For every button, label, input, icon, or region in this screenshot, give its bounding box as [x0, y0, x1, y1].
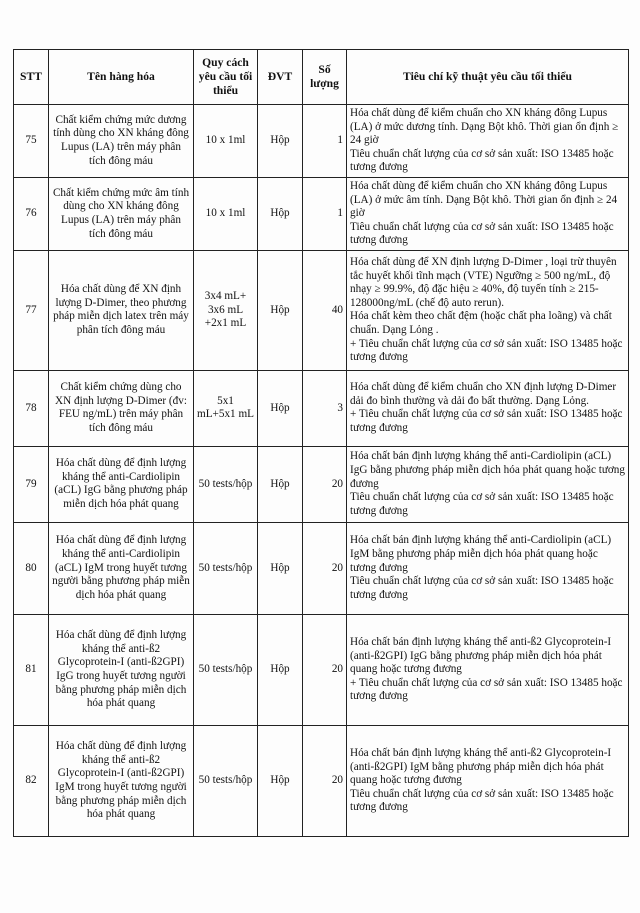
spec-line: Hóa chất dùng để kiểm chuẩn cho XN kháng đông Lupus (LA) ở mức âm tính. Dạng Bột khô. Thời gian ổn định ≥ 24 giờ — [350, 179, 618, 220]
row-technical-spec — [347, 446, 629, 522]
row-technical-spec — [347, 614, 629, 725]
table-row — [14, 370, 629, 446]
row-technical-spec — [347, 105, 629, 178]
spec-line: Hóa chất dùng để XN định lượng D-Dimer , loại trừ thuyên tắc huyết khối tĩnh mạch (VTE) Ngưỡng ≥ 500 ng/mL, độ nhạy ≥ 99.9%, độ đặc hiệu ≥ 40%, độ tuyến tính ≥ 215-128000ng/mL (chế độ auto rerun). — [350, 256, 617, 309]
table-row — [14, 614, 629, 725]
spec-line: Tiêu chuẩn chất lượng của cơ sở sản xuất: ISO 13485 hoặc tương đương — [350, 220, 614, 247]
row-quantity: 3 — [303, 370, 347, 446]
row-packaging: 5x1 mL+5x1 mL — [194, 370, 258, 446]
row-unit: Hộp — [258, 614, 303, 725]
row-stt: 78 — [14, 370, 49, 446]
table-header-row — [14, 50, 629, 105]
row-packaging: 50 tests/hộp — [194, 446, 258, 522]
row-item-name: Hóa chất dùng để định lượng kháng thể anti-Cardiolipin (aCL) IgM trong huyết tương người bằng phương pháp miễn dịch hóa phát quang — [49, 522, 194, 614]
row-stt: 76 — [14, 177, 49, 250]
row-unit: Hộp — [258, 522, 303, 614]
row-item-name: Hóa chất dùng để định lượng kháng thể anti-Cardiolipin (aCL) IgG bằng phương pháp miễn dịch hóa phát quang — [49, 446, 194, 522]
spec-line: Tiêu chuẩn chất lượng của cơ sở sản xuất: ISO 13485 hoặc tương đương — [350, 575, 614, 601]
row-packaging: 10 x 1ml — [194, 177, 258, 250]
row-item-name: Hóa chất dùng để định lượng kháng thể anti-ß2 Glycoprotein-I (anti-ß2GPI) IgG trong huyết tương người bằng phương pháp miễn dịch hóa phát quang — [49, 614, 194, 725]
spec-line: Tiêu chuẩn chất lượng của cơ sở sản xuất: ISO 13485 hoặc tương đương — [350, 147, 614, 174]
row-stt: 77 — [14, 250, 49, 370]
spec-line: Tiêu chuẩn chất lượng của cơ sở sản xuất: ISO 13485 hoặc tương đương — [350, 491, 614, 517]
table-row — [14, 522, 629, 614]
row-unit: Hộp — [258, 370, 303, 446]
row-technical-spec — [347, 177, 629, 250]
row-packaging: 50 tests/hộp — [194, 725, 258, 836]
row-packaging: 3x4 mL+ 3x6 mL +2x1 mL — [194, 250, 258, 370]
spec-line: + Tiêu chuẩn chất lượng của cơ sở sản xuất: ISO 13485 hoặc tương đương — [350, 337, 623, 364]
specification-table — [13, 49, 629, 837]
spec-line: + Tiêu chuẩn chất lượng của cơ sở sản xuất: ISO 13485 hoặc tương đương — [350, 676, 623, 703]
row-stt: 82 — [14, 725, 49, 836]
row-quantity: 40 — [303, 250, 347, 370]
row-quantity: 1 — [303, 105, 347, 178]
spec-line: Hóa chất bán định lượng kháng thể anti-ß2 Glycoprotein-I (anti-ß2GPI) IgM bằng phương pháp miễn dịch hóa phát quang hoặc tương đương — [350, 746, 612, 787]
row-item-name: Chất kiểm chứng mức âm tính dùng cho XN kháng đông Lupus (LA) trên máy phân tích đông máu — [49, 177, 194, 250]
table-row — [14, 446, 629, 522]
row-item-name: Chất kiểm chứng dùng cho XN định lượng D-Dimer (đv: FEU ng/mL) trên máy phân tích đông máu — [49, 370, 194, 446]
spec-line: Tiêu chuẩn chất lượng của cơ sở sản xuất: ISO 13485 hoặc tương đương — [350, 787, 614, 814]
header-spec: Tiêu chí kỹ thuật yêu cầu tối thiểu — [347, 50, 629, 105]
table-row — [14, 250, 629, 370]
spec-line: Hóa chất bán định lượng kháng thể anti-ß2 Glycoprotein-I (anti-ß2GPI) IgG bằng phương pháp miễn dịch hóa phát quang hoặc tương đương — [350, 635, 612, 676]
row-technical-spec — [347, 725, 629, 836]
spec-line: Hóa chất bán định lượng kháng thể anti-Cardiolipin (aCL) IgM bằng phương pháp miễn dịch hóa phát quang hoặc tương đương — [350, 534, 612, 574]
spec-line: + Tiêu chuẩn chất lượng của cơ sở sản xuất: ISO 13485 hoặc tương đương — [350, 408, 623, 435]
row-packaging: 50 tests/hộp — [194, 522, 258, 614]
row-unit: Hộp — [258, 725, 303, 836]
header-unit: ĐVT — [258, 50, 303, 105]
row-unit: Hộp — [258, 105, 303, 178]
row-stt: 81 — [14, 614, 49, 725]
row-quantity: 20 — [303, 522, 347, 614]
row-unit: Hộp — [258, 446, 303, 522]
header-pack: Quy cách yêu cầu tối thiểu — [194, 50, 258, 105]
row-unit: Hộp — [258, 250, 303, 370]
spec-line: Hóa chất kèm theo chất đệm (hoặc chất pha loãng) và chất chuẩn. Dạng Lỏng . — [350, 310, 612, 337]
row-quantity: 1 — [303, 177, 347, 250]
table-body — [14, 105, 629, 837]
row-item-name: Chất kiểm chứng mức dương tính dùng cho XN kháng đông Lupus (LA) trên máy phân tích đông máu — [49, 105, 194, 178]
row-quantity: 20 — [303, 614, 347, 725]
table-row — [14, 105, 629, 178]
row-item-name: Hóa chất dùng để XN định lượng D-Dimer, theo phương pháp miễn dịch latex trên máy phân tích đông máu — [49, 250, 194, 370]
spec-line: Hóa chất dùng để kiểm chuẩn cho XN định lượng D-Dimer dải đo bình thường và dải đo bất thường. Dạng Lỏng. — [350, 381, 617, 407]
row-quantity: 20 — [303, 446, 347, 522]
row-unit: Hộp — [258, 177, 303, 250]
row-packaging: 50 tests/hộp — [194, 614, 258, 725]
header-name: Tên hàng hóa — [49, 50, 194, 105]
row-quantity: 20 — [303, 725, 347, 836]
header-stt: STT — [14, 50, 49, 105]
table-row — [14, 177, 629, 250]
spec-line: Hóa chất dùng để kiểm chuẩn cho XN kháng đông Lupus (LA) ở mức dương tính. Dạng Bột khô. Thời gian ổn định ≥ 24 giờ — [350, 107, 619, 147]
row-stt: 79 — [14, 446, 49, 522]
row-packaging: 10 x 1ml — [194, 105, 258, 178]
row-item-name: Hóa chất dùng để định lượng kháng thể anti-ß2 Glycoprotein-I (anti-ß2GPI) IgM trong huyết tương người bằng phương pháp miễn dịch hóa phát quang — [49, 725, 194, 836]
row-technical-spec — [347, 250, 629, 370]
spec-line: Hóa chất bán định lượng kháng thể anti-Cardiolipin (aCL) IgG bằng phương pháp miễn dịch hóa phát quang hoặc tương đương — [350, 450, 625, 490]
table-row — [14, 725, 629, 836]
row-stt: 75 — [14, 105, 49, 178]
row-technical-spec — [347, 370, 629, 446]
row-stt: 80 — [14, 522, 49, 614]
row-technical-spec — [347, 522, 629, 614]
header-qty: Số lượng — [303, 50, 347, 105]
